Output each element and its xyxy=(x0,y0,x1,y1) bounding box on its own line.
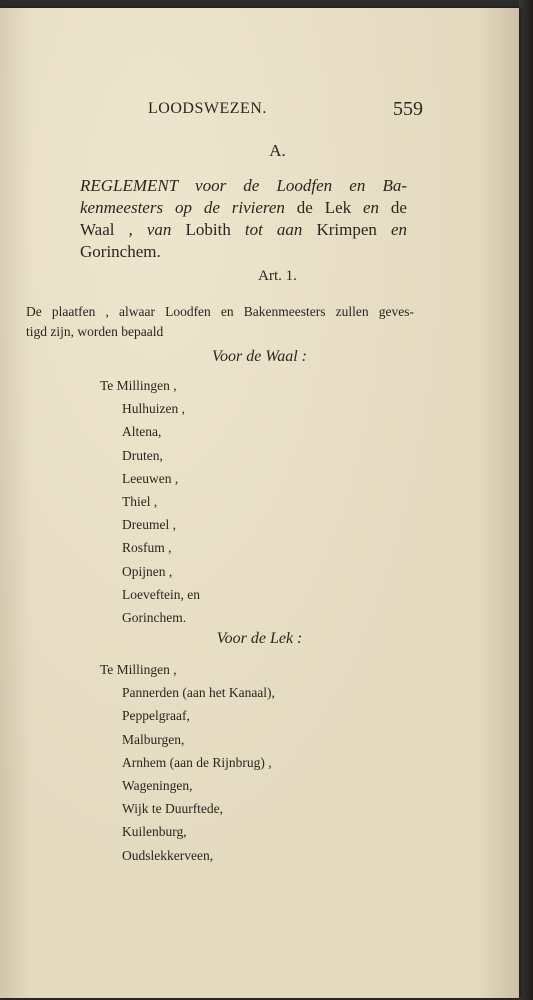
lek-place: Arnhem (aan de Rijnbrug) , xyxy=(122,754,272,770)
title-word: de xyxy=(379,198,407,217)
waal-place: Thiel , xyxy=(122,494,158,510)
book-page xyxy=(0,8,519,998)
title-line-2 xyxy=(80,197,407,219)
waal-place: Loeveftein, en xyxy=(122,586,200,602)
lek-place: Peppelgraaf, xyxy=(122,708,190,724)
waal-heading: Voor de Waal : xyxy=(212,348,307,365)
waal-place-list xyxy=(100,374,200,629)
title-line-3 xyxy=(80,219,407,241)
page-header xyxy=(148,100,423,124)
title-word: Lobith xyxy=(171,220,245,239)
running-head: LOODSWEZEN. xyxy=(148,100,267,117)
lek-place: Wageningen, xyxy=(122,778,193,794)
waal-place: Dreumel , xyxy=(122,517,176,533)
body-line-1: De plaatfen , alwaar Loodfen en Bakenmeesters zullen geves- xyxy=(26,304,414,319)
waal-place: Druten, xyxy=(122,447,163,463)
title-word: en xyxy=(363,198,380,217)
title-word: voor de Loodfen en Ba- xyxy=(177,176,407,195)
title-word: Krimpen xyxy=(302,220,391,239)
lek-place: Pannerden (aan het Kanaal), xyxy=(122,685,275,701)
waal-place: Hulhuizen , xyxy=(122,401,185,417)
lek-place-list xyxy=(100,658,275,867)
title-line-4 xyxy=(80,241,407,263)
body-line-2: tigd zijn, worden bepaald xyxy=(26,324,164,339)
waal-place: Gorinchem. xyxy=(122,610,187,626)
waal-place: Rosfum , xyxy=(122,540,172,556)
title-word: tot aan xyxy=(244,220,303,239)
waal-place: Opijnen , xyxy=(122,563,173,579)
scan-right-border xyxy=(519,0,533,1000)
lek-place: Malburgen, xyxy=(122,731,185,747)
lek-place: Kuilenburg, xyxy=(122,824,187,840)
waal-place: Leeuwen , xyxy=(122,470,179,486)
title-word: kenmeesters op de rivieren xyxy=(80,198,285,217)
title-word: REGLEMENT xyxy=(80,176,178,195)
section-letter: A. xyxy=(269,141,286,160)
regulation-title xyxy=(80,175,407,263)
lek-place: Te Millingen , xyxy=(100,662,177,677)
title-line-1 xyxy=(80,175,407,197)
title-word: en xyxy=(390,220,407,239)
title-word: van xyxy=(146,220,172,239)
lek-place: Oudslekkerveen, xyxy=(122,847,214,863)
waal-place: Te Millingen , xyxy=(100,378,177,393)
waal-place: Altena, xyxy=(122,424,162,440)
lek-place: Wijk te Duurftede, xyxy=(122,801,224,817)
title-word: Gorinchem. xyxy=(80,242,161,261)
scan-top-border xyxy=(0,0,533,8)
lek-heading: Voor de Lek : xyxy=(216,630,303,647)
title-word: Waal , xyxy=(80,220,147,239)
title-word: de Lek xyxy=(284,198,364,217)
page-number: 559 xyxy=(393,98,423,120)
article-heading: Art. 1. xyxy=(258,268,297,284)
article-body xyxy=(26,302,414,342)
